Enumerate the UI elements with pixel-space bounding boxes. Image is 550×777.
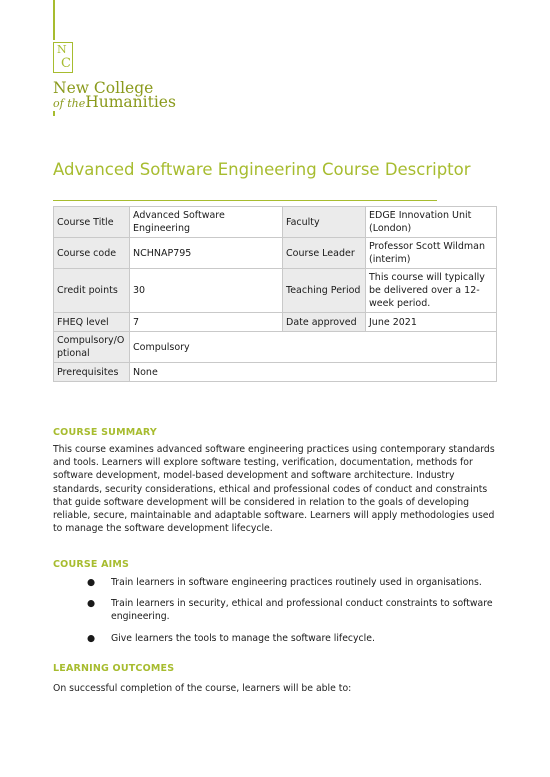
logo-mark-c: C: [61, 56, 71, 71]
field-value: Professor Scott Wildman (interim): [366, 238, 497, 269]
table-row: [54, 207, 497, 238]
list-item-text: Train learners in security, ethical and professional conduct constraints to software engineering.: [111, 598, 493, 623]
bullet-icon: ●: [87, 577, 96, 588]
field-label: Faculty: [283, 207, 366, 238]
course-info-table: [53, 206, 497, 382]
field-value: Advanced Software Engineering: [130, 207, 283, 238]
table-row: [54, 313, 497, 332]
field-value: EDGE Innovation Unit (London): [366, 207, 497, 238]
field-label: FHEQ level: [54, 313, 130, 332]
list-item: [53, 597, 498, 623]
list-item: [53, 576, 498, 589]
course-aims-list: [53, 576, 498, 653]
logo-text-big: Humanities: [85, 93, 176, 111]
field-label: Credit points: [54, 269, 130, 313]
list-item-text: Train learners in software engineering practices routinely used in organisations.: [111, 577, 482, 588]
field-value: 30: [130, 269, 283, 313]
field-label: Teaching Period: [283, 269, 366, 313]
field-label: Prerequisites: [54, 363, 130, 382]
logo-text-small: of the: [53, 97, 86, 110]
table-row: [54, 332, 497, 363]
logo-top-bar: [53, 0, 55, 40]
list-item: [53, 632, 498, 645]
learning-outcomes-heading: LEARNING OUTCOMES: [53, 663, 175, 674]
field-label: Course Leader: [283, 238, 366, 269]
field-value: NCHNAP795: [130, 238, 283, 269]
course-summary-text: This course examines advanced software engineering practices using contemporary standards and tools. Learners will explore software testing, verification, documentation, methods for software development, model-based development and software architecture. Industry standards, security considerations, ethical and professional codes of conduct and constraints that guide software development will be considered in relation to the goals of developing reliable, secure, maintainable and adaptable software. Learners will apply methodologies used to manage the software development lifecycle.: [53, 444, 495, 535]
table-row: [54, 269, 497, 313]
logo-text-line2: [53, 93, 176, 111]
bullet-icon: ●: [87, 598, 96, 610]
course-aims-heading: COURSE AIMS: [53, 559, 130, 570]
bullet-icon: ●: [87, 632, 96, 644]
table-row: [54, 238, 497, 269]
field-value: June 2021: [366, 313, 497, 332]
logo-mark-n: N: [57, 43, 67, 56]
field-value: None: [130, 363, 497, 382]
field-label: Course Title: [54, 207, 130, 238]
course-summary-heading: COURSE SUMMARY: [53, 427, 158, 438]
field-label: Compulsory/Optional: [54, 332, 130, 363]
field-value: Compulsory: [130, 332, 497, 363]
page-title: Advanced Software Engineering Course Descriptor: [53, 160, 471, 179]
field-value: 7: [130, 313, 283, 332]
learning-outcomes-intro: On successful completion of the course, learners will be able to:: [53, 683, 352, 694]
field-value: This course will typically be delivered over a 12-week period.: [366, 269, 497, 313]
table-row: [54, 363, 497, 382]
title-divider: [53, 200, 437, 201]
field-label: Course code: [54, 238, 130, 269]
college-logo-mark: [53, 42, 73, 73]
logo-text-line1: New College: [53, 79, 154, 97]
field-label: Date approved: [283, 313, 366, 332]
logo-bottom-bar: [53, 111, 55, 116]
list-item-text: Give learners the tools to manage the software lifecycle.: [111, 632, 375, 644]
